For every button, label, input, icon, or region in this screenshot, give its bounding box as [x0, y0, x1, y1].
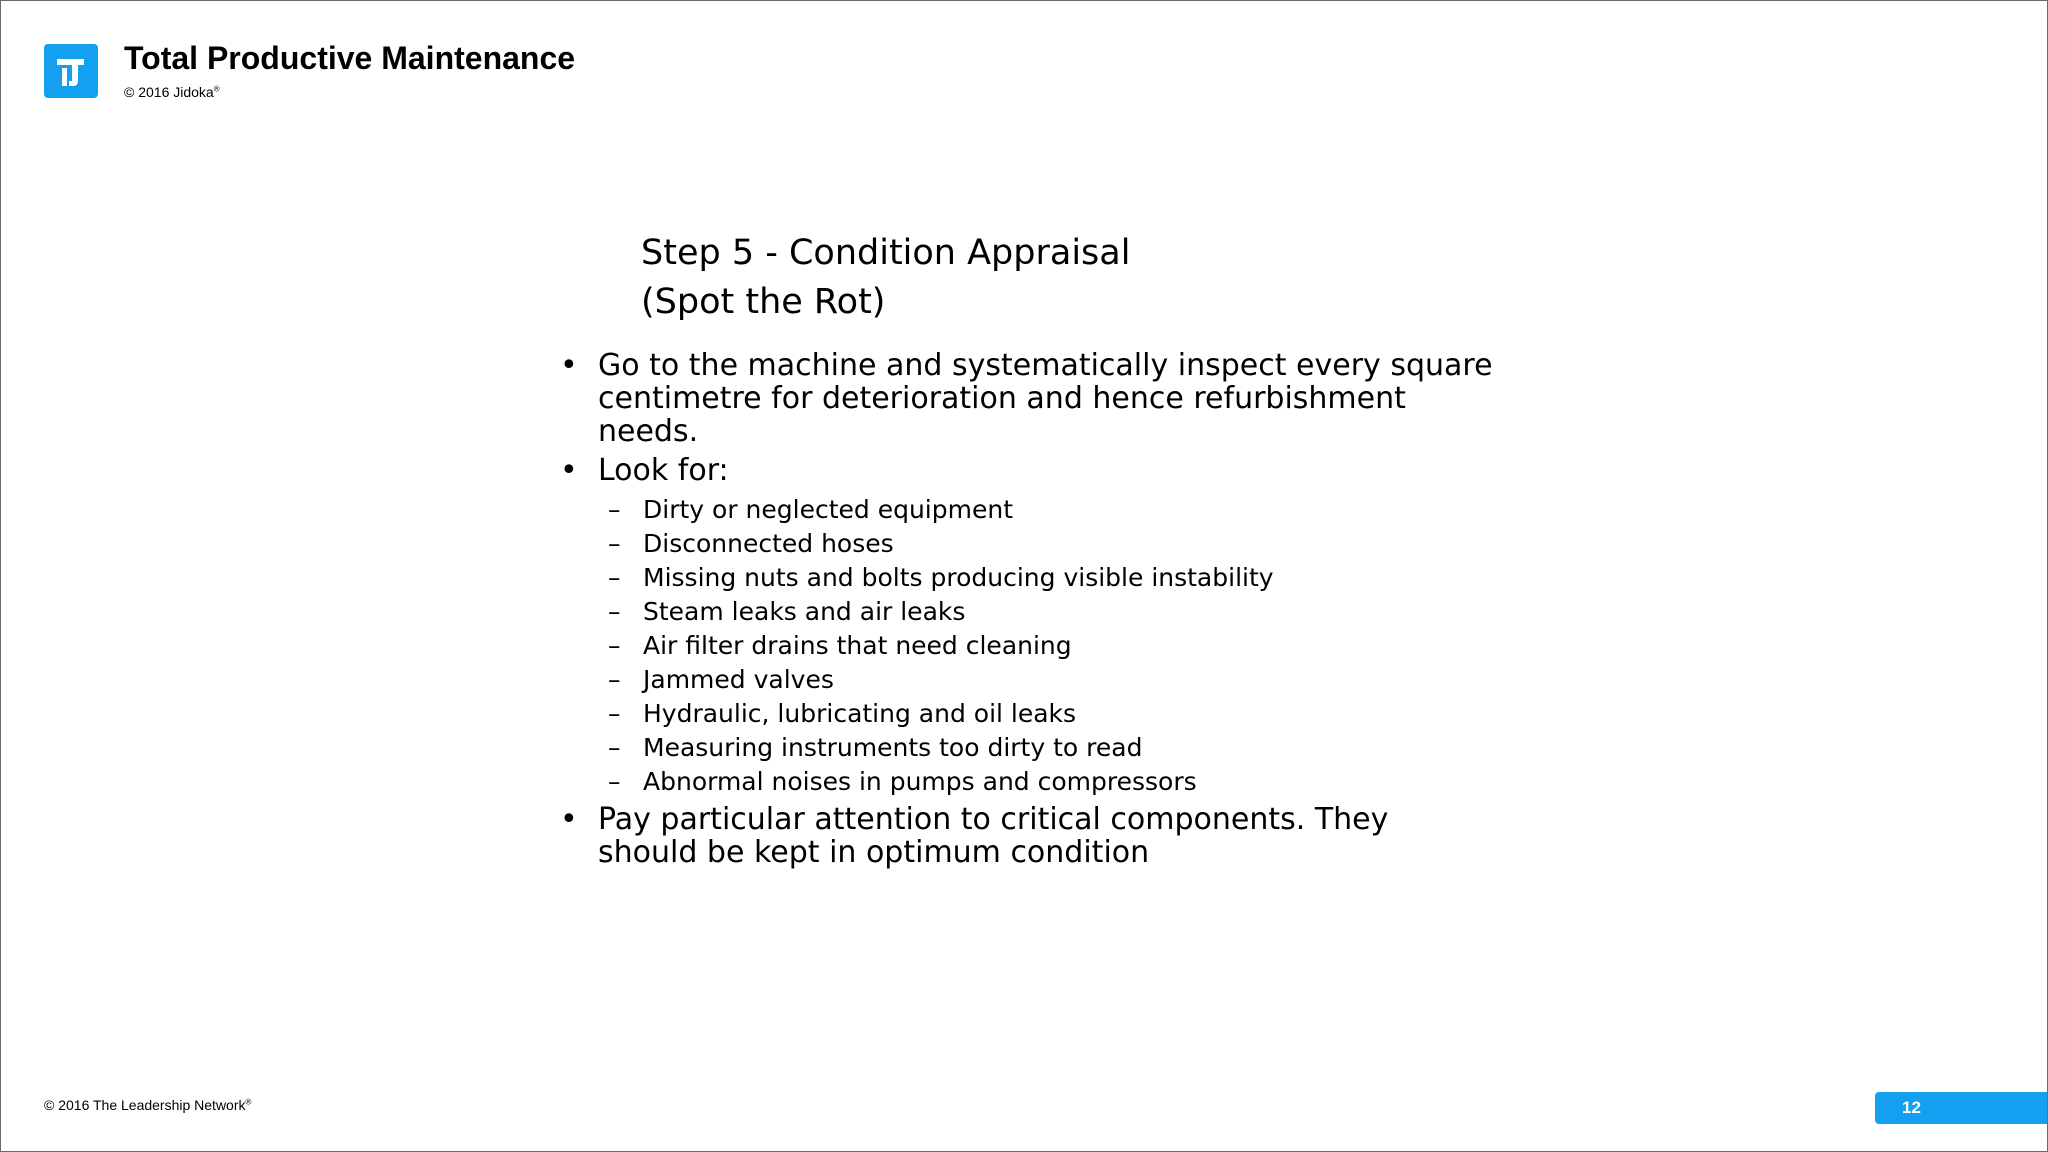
sub-bullet-text: Missing nuts and bolts producing visible instability: [643, 563, 1274, 592]
bullet-line: centimetre for deterioration and hence refurbishment: [598, 381, 1406, 416]
slide-title-line-1: Step 5 - Condition Appraisal: [641, 233, 1131, 273]
sub-bullet-text: Dirty or neglected equipment: [643, 495, 1013, 524]
dash-marker: –: [608, 597, 621, 626]
bullet-list: [556, 348, 1493, 875]
slide-title: [641, 229, 1130, 327]
sub-bullet-text: Air filter drains that need cleaning: [643, 631, 1072, 660]
sub-bullet-text: Jammed valves: [643, 665, 834, 694]
bullet-item: [556, 803, 1456, 869]
footer-copyright: [44, 1096, 251, 1114]
dash-marker: –: [608, 563, 621, 592]
bullet-text: [598, 348, 1493, 449]
sub-bullet-text: Abnormal noises in pumps and compressors: [643, 767, 1197, 796]
dash-marker: –: [608, 767, 621, 796]
dash-marker: –: [608, 631, 621, 660]
bullet-line: Go to the machine and systematically inspect every square: [598, 348, 1493, 383]
dash-marker: –: [608, 733, 621, 762]
sub-bullet-item: [556, 629, 1456, 663]
sub-bullet-item: [556, 595, 1456, 629]
sub-bullet-item: [556, 765, 1456, 799]
bullet-item: [556, 348, 1493, 449]
bullet-marker: •: [560, 348, 578, 383]
sub-bullet-text: Steam leaks and air leaks: [643, 597, 966, 626]
jidoka-logo-icon: [44, 44, 98, 98]
registered-mark: ®: [245, 1097, 252, 1107]
dash-marker: –: [608, 699, 621, 728]
sub-bullet-text: Disconnected hoses: [643, 529, 894, 558]
page-number: 12: [1902, 1098, 1921, 1117]
bullet-line: Look for:: [598, 453, 729, 488]
bullet-item: [556, 454, 1456, 487]
sub-bullet-item: [556, 697, 1456, 731]
header-copyright-text: © 2016 Jidoka: [124, 84, 214, 100]
dash-marker: –: [608, 495, 621, 524]
footer-copyright-text: © 2016 The Leadership Network: [44, 1097, 246, 1113]
dash-marker: –: [608, 529, 621, 558]
bullet-line: should be kept in optimum condition: [598, 835, 1150, 870]
dash-marker: –: [608, 665, 621, 694]
sub-bullet-text: Hydraulic, lubricating and oil leaks: [643, 699, 1077, 728]
page-number-badge: [1875, 1092, 2048, 1124]
header-copyright: [124, 83, 220, 101]
sub-bullet-item: [556, 527, 1456, 561]
sub-bullet-text: Measuring instruments too dirty to read: [643, 733, 1143, 762]
registered-mark: ®: [213, 84, 220, 94]
bullet-marker: •: [560, 802, 578, 837]
sub-bullet-item: [556, 561, 1456, 595]
sub-bullet-item: [556, 663, 1456, 697]
slide-title-line-2: (Spot the Rot): [641, 282, 886, 322]
bullet-marker: •: [560, 453, 578, 488]
bullet-text: [598, 454, 1456, 487]
sub-bullet-list: [556, 493, 1456, 799]
bullet-line: Pay particular attention to critical components. They: [598, 802, 1389, 837]
sub-bullet-item: [556, 493, 1456, 527]
presentation-title: Total Productive Maintenance: [124, 40, 576, 76]
bullet-line: needs.: [598, 414, 699, 449]
bullet-text: [598, 803, 1456, 869]
sub-bullet-item: [556, 731, 1456, 765]
